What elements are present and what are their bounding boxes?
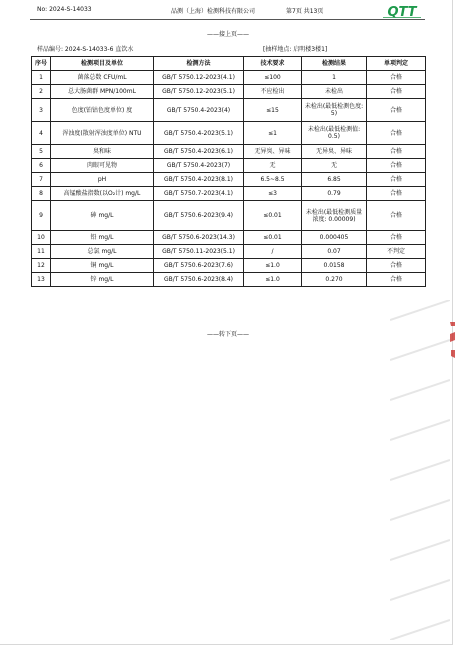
cell-item: 肉眼可见物 — [51, 159, 154, 173]
cell-judgement: 合格 — [367, 122, 426, 145]
header-divider — [30, 19, 425, 20]
cell-result: 无异臭、异味 — [302, 145, 367, 159]
cell-no: 3 — [32, 99, 51, 122]
cell-item: 色度(铂钴色度单位) 度 — [51, 99, 154, 122]
cell-judgement: 合格 — [367, 273, 426, 287]
cell-result: 0.79 — [302, 187, 367, 201]
cell-result: 未检出 — [302, 85, 367, 99]
cell-method: GB/T 5750.6-2023(9.4) — [154, 201, 244, 231]
sample-number: 样品编号: 2024-S-14033-6 直饮水 — [37, 46, 134, 53]
col-header-judgement: 单项判定 — [367, 57, 426, 71]
cell-requirement: ≤1.0 — [244, 273, 302, 287]
cell-no: 6 — [32, 159, 51, 173]
cell-judgement: 合格 — [367, 85, 426, 99]
col-header-no: 序号 — [32, 57, 51, 71]
continued-on-label: ——转下页—— — [206, 331, 249, 338]
report-number: No: 2024-S-14033 — [37, 6, 92, 13]
cell-requirement: ≤100 — [244, 71, 302, 85]
results-table — [31, 56, 426, 287]
cell-requirement: 无异臭、异味 — [244, 145, 302, 159]
cell-no: 2 — [32, 85, 51, 99]
cell-result: 0.270 — [302, 273, 367, 287]
table-row — [32, 273, 426, 287]
cell-no: 9 — [32, 201, 51, 231]
cell-result: 0.0158 — [302, 259, 367, 273]
cell-method: GB/T 5750.12-2023(5.1) — [154, 85, 244, 99]
col-header-method: 检测方法 — [154, 57, 244, 71]
cell-no: 12 — [32, 259, 51, 273]
seam-stamp — [448, 320, 456, 370]
cell-method: GB/T 5750.7-2023(4.1) — [154, 187, 244, 201]
cell-judgement: 合格 — [367, 71, 426, 85]
cell-item: 铜 mg/L — [51, 259, 154, 273]
cell-requirement: ≤3 — [244, 187, 302, 201]
table-row — [32, 159, 426, 173]
cell-judgement: 合格 — [367, 259, 426, 273]
col-header-requirement: 技术要求 — [244, 57, 302, 71]
cell-no: 11 — [32, 245, 51, 259]
cell-item: 总大肠菌群 MPN/100mL — [51, 85, 154, 99]
cell-no: 13 — [32, 273, 51, 287]
cell-result: 0.07 — [302, 245, 367, 259]
table-row — [32, 187, 426, 201]
cell-no: 1 — [32, 71, 51, 85]
cell-item: pH — [51, 173, 154, 187]
cell-result: 未检出(最低检测质量浓度: 0.00009) — [302, 201, 367, 231]
table-row — [32, 259, 426, 273]
cell-judgement: 合格 — [367, 231, 426, 245]
cell-result: 未检出(最低检测值: 0.5) — [302, 122, 367, 145]
cell-method: GB/T 5750.6-2023(8.4) — [154, 273, 244, 287]
table-row — [32, 231, 426, 245]
cell-requirement: 不应检出 — [244, 85, 302, 99]
cell-no: 5 — [32, 145, 51, 159]
cell-result: 未检出(最低检测色度: 5) — [302, 99, 367, 122]
cell-result: 0.000405 — [302, 231, 367, 245]
cell-result: 1 — [302, 71, 367, 85]
cell-no: 8 — [32, 187, 51, 201]
cell-method: GB/T 5750.12-2023(4.1) — [154, 71, 244, 85]
cell-method: GB/T 5750.11-2023(5.1) — [154, 245, 244, 259]
cell-method: GB/T 5750.4-2023(5.1) — [154, 122, 244, 145]
cell-method: GB/T 5750.4-2023(6.1) — [154, 145, 244, 159]
cell-method: GB/T 5750.4-2023(4) — [154, 99, 244, 122]
table-row — [32, 122, 426, 145]
cell-method: GB/T 5750.4-2023(8.1) — [154, 173, 244, 187]
cell-requirement: ≤15 — [244, 99, 302, 122]
cell-item: 锌 mg/L — [51, 273, 154, 287]
cell-no: 7 — [32, 173, 51, 187]
cell-method: GB/T 5750.6-2023(7.6) — [154, 259, 244, 273]
cell-item: 菌落总数 CFU/mL — [51, 71, 154, 85]
col-header-result: 检测结果 — [302, 57, 367, 71]
cell-item: 总氯 mg/L — [51, 245, 154, 259]
table-row — [32, 85, 426, 99]
cell-requirement: 无 — [244, 159, 302, 173]
cell-judgement: 合格 — [367, 99, 426, 122]
page-indicator: 第7页 共13页 — [286, 8, 324, 15]
cell-judgement: 合格 — [367, 173, 426, 187]
company-logo — [381, 4, 423, 18]
cell-requirement: / — [244, 245, 302, 259]
table-row — [32, 99, 426, 122]
cell-requirement: ≤0.01 — [244, 201, 302, 231]
continued-from-label: ——接上页—— — [206, 31, 249, 38]
table-row — [32, 145, 426, 159]
cell-judgement: 不判定 — [367, 245, 426, 259]
diagonal-watermark — [390, 300, 450, 640]
table-row — [32, 173, 426, 187]
cell-item: 臭和味 — [51, 145, 154, 159]
cell-item: 砷 mg/L — [51, 201, 154, 231]
cell-requirement: 6.5~8.5 — [244, 173, 302, 187]
col-header-item: 检测项目及单位 — [51, 57, 154, 71]
cell-item: 铅 mg/L — [51, 231, 154, 245]
cell-judgement: 合格 — [367, 187, 426, 201]
cell-item: 高锰酸盐指数(以O₂计) mg/L — [51, 187, 154, 201]
cell-requirement: ≤1 — [244, 122, 302, 145]
sampling-location: [抽样地点: 启明楼3楼1] — [263, 46, 328, 53]
table-row — [32, 201, 426, 231]
cell-judgement: 合格 — [367, 201, 426, 231]
cell-result: 6.85 — [302, 173, 367, 187]
cell-requirement: ≤1.0 — [244, 259, 302, 273]
logo-text: QTT — [387, 5, 417, 18]
cell-requirement: ≤0.01 — [244, 231, 302, 245]
cell-no: 4 — [32, 122, 51, 145]
cell-method: GB/T 5750.6-2023(14.3) — [154, 231, 244, 245]
cell-judgement: 合格 — [367, 145, 426, 159]
table-row — [32, 245, 426, 259]
company-name: 品测（上海）检测科技有限公司 — [171, 8, 256, 15]
cell-result: 无 — [302, 159, 367, 173]
cell-judgement: 合格 — [367, 159, 426, 173]
cell-method: GB/T 5750.4-2023(7) — [154, 159, 244, 173]
table-row — [32, 71, 426, 85]
cell-item: 浑浊度(散射浑浊度单位) NTU — [51, 122, 154, 145]
table-header-row — [32, 57, 426, 71]
cell-no: 10 — [32, 231, 51, 245]
